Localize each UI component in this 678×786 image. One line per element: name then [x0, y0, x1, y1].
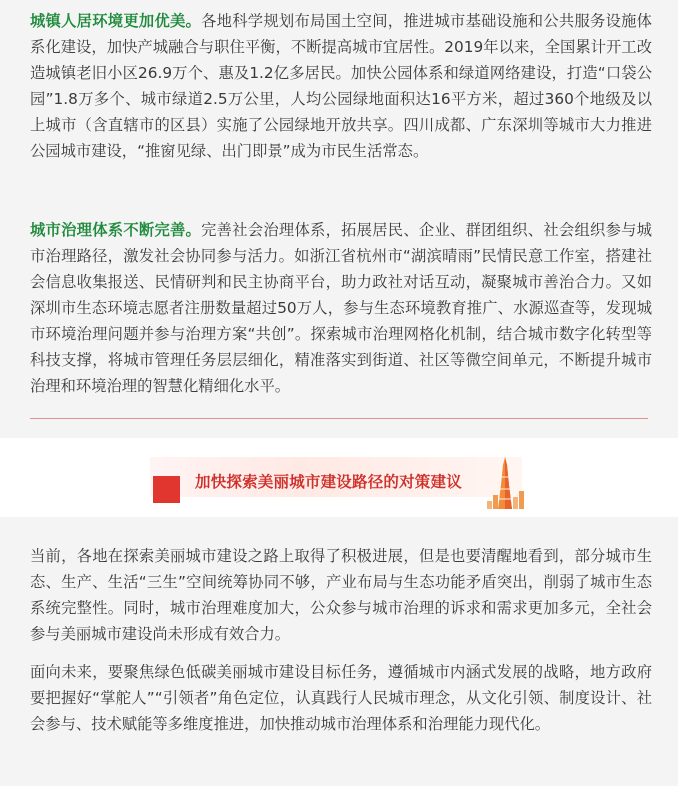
paragraph-living-environment [30, 8, 652, 164]
section-divider [30, 418, 648, 419]
heading-square-marker [153, 476, 180, 503]
bottom-text-panel [0, 517, 678, 786]
paragraph-body: 各地科学规划布局国土空间，推进城市基础设施和公共服务设施体系化建设，加快产城融合与职住平衡，不断提高城市宜居性。2019年以来，全国累计开工改造城镇老旧小区26.9万个、惠及1.2亿多居民。加快公园体系和绿道网络建设，打造“口袋公园”1.8万多个、城市绿道2.5万公里，人均公园绿地面积达16平方米，超过360个地级及以上城市（含直辖市的区县）实施了公园绿地开放共享。四川成都、广东深圳等城市大力推进公园城市建设，“推窗见绿、出门即景”成为市民生活常态。 [30, 12, 652, 160]
paragraph-lead: 城镇人居环境更加优美。 [30, 12, 202, 30]
tower-icon [485, 455, 525, 509]
paragraph-future-direction: 面向未来，要聚焦绿色低碳美丽城市建设目标任务，遵循城市内涵式发展的战略，地方政府要把握好“掌舵人”“引领者”角色定位，认真践行人民城市理念，从文化引领、制度设计、社会参与、技术赋能等多维度推进，加快推动城市治理体系和治理能力现代化。 [30, 663, 652, 733]
heading-title: 加快探索美丽城市建设路径的对策建议 [195, 473, 462, 491]
paragraph-current-status: 当前，各地在探索美丽城市建设之路上取得了积极进展，但是也要清醒地看到，部分城市生态、生产、生活“三生”空间统筹协同不够，产业布局与生态功能矛盾突出，削弱了城市生态系统完整性。同时，城市治理难度加大，公众参与城市治理的诉求和需求更加多元，全社会参与美丽城市建设尚未形成有效合力。 [30, 547, 652, 643]
paragraph-lead: 城市治理体系不断完善。 [30, 221, 202, 239]
section-heading [150, 455, 522, 511]
paragraph-governance-system [30, 217, 652, 399]
paragraph-body: 完善社会治理体系，拓展居民、企业、群团组织、社会组织参与城市治理路径，激发社会协同参与活力。如浙江省杭州市“湖滨晴雨”民情民意工作室，搭建社会信息收集报送、民情研判和民主协商平台，助力政社对话互动，凝聚城市善治合力。又如深圳市生态环境志愿者注册数量超过50万人，参与生态环境教育推广、水源巡查等，发现城市环境治理问题并参与治理方案“共创”。探索城市治理网格化机制，结合城市数字化转型等科技支撑，将城市管理任务层层细化，精准落实到街道、社区等微空间单元，不断提升城市治理和环境治理的智慧化精细化水平。 [30, 221, 652, 395]
